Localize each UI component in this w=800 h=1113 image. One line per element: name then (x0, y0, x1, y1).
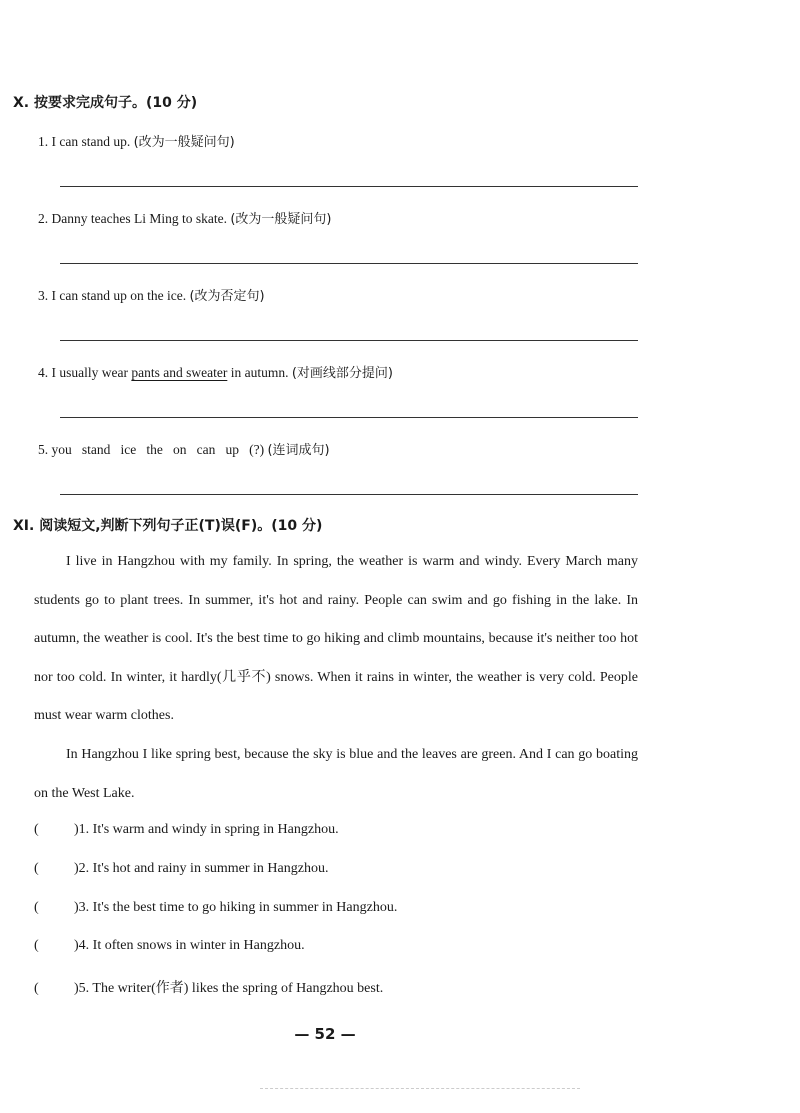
answer-blank[interactable]: ( (34, 900, 39, 915)
question-number: 2. (38, 211, 49, 226)
answer-line-4[interactable] (60, 417, 638, 418)
question-3 (38, 285, 265, 304)
tf-question-4 (34, 938, 305, 954)
answer-line-2[interactable] (60, 263, 638, 264)
section-10-title: X. 按要求完成句子。(10 分) (13, 95, 198, 111)
tf-statement: )3. It's the best time to go hiking in summer in Hangzhou. (74, 900, 398, 915)
answer-blank[interactable]: ( (34, 822, 39, 837)
answer-line-1[interactable] (60, 186, 638, 187)
section-11-title: XI. 阅读短文,判断下列句子正(T)误(F)。(10 分) (13, 518, 323, 534)
question-instruction: (改为一般疑问句) (133, 135, 235, 150)
tf-statement: )2. It's hot and rainy in summer in Hangzhou. (74, 861, 329, 876)
answer-blank[interactable]: ( (34, 861, 39, 876)
answer-blank[interactable]: ( (34, 981, 39, 996)
paragraph-text: In Hangzhou I like spring best, because the sky is blue and the leaves are green. And I can go boating on the West Lake. (34, 747, 638, 801)
question-4 (38, 362, 393, 381)
answer-line-3[interactable] (60, 340, 638, 341)
tf-question-1 (34, 822, 339, 838)
tf-question-2 (34, 861, 328, 877)
reading-paragraph-2 (34, 736, 638, 813)
tf-question-5 (34, 977, 383, 997)
reading-paragraph-1 (34, 543, 638, 736)
question-5 (38, 439, 330, 458)
question-text: Danny teaches Li Ming to skate. (51, 211, 227, 226)
bleed-through-decoration (260, 1088, 580, 1095)
question-text-pre: I usually wear (51, 365, 132, 380)
question-text: I can stand up on the ice. (51, 288, 187, 303)
question-instruction: (连词成句) (267, 443, 330, 458)
tf-statement: )5. The writer(作者) likes the spring of Hangzhou best. (74, 981, 384, 996)
question-instruction: (改为一般疑问句) (230, 212, 332, 227)
question-instruction: (对画线部分提问) (291, 366, 393, 381)
question-text: I can stand up. (51, 134, 131, 149)
question-number: 5. (38, 442, 49, 457)
underlined-phrase: pants and sweater (131, 365, 228, 380)
question-instruction: (改为否定句) (189, 289, 265, 304)
page-number: — 52 — (294, 1025, 356, 1043)
question-number: 4. (38, 365, 49, 380)
question-text-post: in autumn. (227, 365, 289, 380)
answer-blank[interactable]: ( (34, 938, 39, 953)
question-2 (38, 208, 332, 227)
paragraph-text: I live in Hangzhou with my family. In spring, the weather is warm and windy. Every March many students go to plant trees. In summer, it's hot and rainy. People can swim and go fishing in the lake. In autumn, the weather is cool. It's the best time to go hiking and climb mountains, because it's neither too hot nor too cold. In winter, it hardly(几乎不) snows. When it rains in winter, the weather is very cold. People must wear warm clothes. (34, 554, 638, 723)
question-text: you stand ice the on can up (?) (51, 442, 265, 457)
question-number: 1. (38, 134, 49, 149)
question-1 (38, 131, 235, 150)
question-number: 3. (38, 288, 49, 303)
tf-statement: )4. It often snows in winter in Hangzhou. (74, 938, 305, 953)
tf-question-3 (34, 900, 397, 916)
tf-statement: )1. It's warm and windy in spring in Hangzhou. (74, 822, 339, 837)
answer-line-5[interactable] (60, 494, 638, 495)
